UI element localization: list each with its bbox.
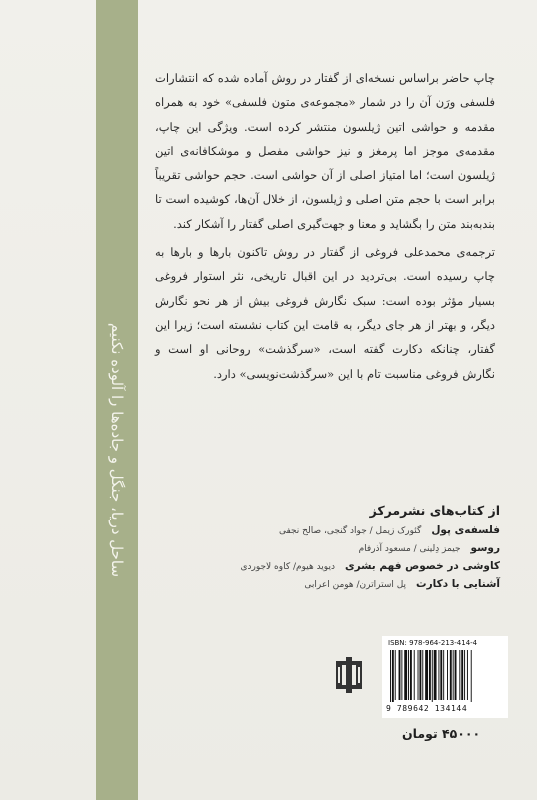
barcode-area <box>382 636 508 718</box>
book-authors: دیوید هیوم/ کاوه لاجوردی <box>240 562 335 572</box>
barcode-bar <box>414 650 415 700</box>
book-item <box>210 560 500 578</box>
book-description <box>155 66 495 386</box>
barcode-bar <box>461 650 463 700</box>
publisher-logo-icon <box>332 655 366 695</box>
barcode-bar <box>467 650 468 700</box>
barcode-number: 9 789642 134144 <box>386 704 468 713</box>
barcode-bar <box>447 650 448 700</box>
barcode-bar <box>464 650 465 700</box>
barcode-bar <box>399 650 401 700</box>
barcode-bar <box>453 650 454 700</box>
barcode-bar <box>410 650 412 700</box>
barcode-bar <box>438 650 439 700</box>
barcode-bar <box>422 650 423 700</box>
barcode-bar <box>390 650 391 702</box>
book-item <box>210 542 500 560</box>
barcode-bar <box>404 650 407 700</box>
book-title: فلسفه‌ی پول <box>431 524 500 536</box>
description-paragraph-2: ترجمه‌ی محمدعلی فروغی از گفتار در روش تاکنون بارها و بارها به چاپ رسیده است. بی‌تردید در این اقبال تاریخی، نثر استوار فروغی بسیار مؤثر بوده است: سبک نگارش فروغی بیش از هر نحو نگارش دیگر، و بهتر از هر جای دیگر، به قامت این کتاب نشسته است؛ زیرا این گفتار، چنانکه دکارت گفته است، «سرگذشت» روحانی او است و نگارش فروغی مناسبت تام با این «سرگذشت‌نویسی» دارد. <box>155 245 495 381</box>
barcode-bar <box>455 650 457 700</box>
barcode-bar <box>392 650 394 702</box>
spine-slogan: ساحل دریا، جنگل و جاده‌ها را آلوده نکنیم <box>108 322 126 578</box>
barcode-bar <box>401 650 402 700</box>
price: ۴۵۰۰۰ تومان <box>402 726 481 741</box>
book-authors: پل استراترن/ هومن اعرابی <box>304 580 407 590</box>
barcode-icon <box>388 650 502 702</box>
description-paragraph-1: چاپ حاضر براساس نسخه‌ای از گفتار در روش آماده شده که انتشارات فلسفی ورَن آن را در شمار «مجموعه‌ی متون فلسفی» خود به همراه مقدمه و حواشی اتین ژیلسون منتشر کرده است. ویژگی این چاپ، مقدمه‌ی موجز اما پرمغز و نیز حواشی مفصل و موشکافانه‌ی اتین ژیلسون است؛ اما امتیاز اصلی از آن حواشی است. حجم حواشی تقریباً برابر است با حجم متن اصلی و ژیلسون، از خلال آن‌ها، کوشیده است تا بندبه‌بند متن را بگشاید و معنا و جهت‌گیری اصلی گفتار را آشکار کند. <box>155 71 495 231</box>
barcode-bar <box>425 650 428 700</box>
barcode-bar <box>450 650 452 700</box>
isbn-label: ISBN: 978-964-213-414-4 <box>388 639 478 647</box>
book-title: آشنایی با دکارت <box>416 578 500 590</box>
publisher-books-heading: از کتاب‌های نشرمرکز <box>369 503 500 518</box>
book-authors: جیمز دِلینی / مسعود آذرفام <box>358 544 461 554</box>
barcode-bar <box>408 650 409 700</box>
barcode-bar <box>418 650 419 700</box>
book-title: روسو <box>470 542 500 554</box>
barcode-bar <box>459 650 460 700</box>
book-title: کاوشی در خصوص فهم بشری <box>344 560 500 572</box>
barcode-bar <box>443 650 444 700</box>
publisher-books-list <box>210 503 500 596</box>
barcode-bar <box>429 650 431 700</box>
book-item <box>210 578 500 596</box>
barcode-bar <box>395 650 396 700</box>
barcode-bar <box>440 650 442 700</box>
barcode-bar <box>471 650 472 702</box>
book-item <box>210 524 500 542</box>
barcode-bar <box>419 650 421 700</box>
barcode-bar <box>432 650 433 702</box>
barcode-bar <box>434 650 437 700</box>
book-authors: گئورک زیمل / جواد گنجی، صالح نجفی <box>278 526 422 536</box>
